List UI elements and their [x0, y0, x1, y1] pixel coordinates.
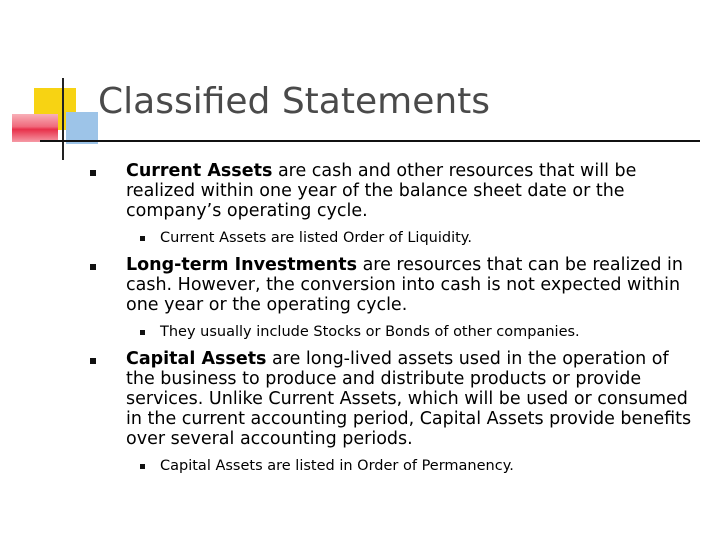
bullet-term: Capital Assets	[126, 349, 267, 369]
bullet-description: are long-lived assets used in the operation of the business to produce and distribute products or provide services. Unlike Current Assets, which will be used or consumed in the current accounting period, Capital Assets provide benefits over several accounting periods.	[126, 349, 692, 449]
sub-bullet-long-term-investments	[0, 323, 720, 341]
title-underline	[40, 140, 700, 142]
sub-bullet-current-assets	[0, 229, 720, 247]
bullet-current-assets	[0, 161, 720, 221]
slide-content	[0, 161, 720, 483]
bullet-description: are resources that can be realized in cash. However, the conversion into cash is not expected within one year or the operating cycle.	[126, 255, 683, 315]
decorative-red-bar	[12, 114, 58, 142]
sub-bullet-text: Current Assets are listed Order of Liquidity.	[160, 230, 472, 246]
square-bullet-icon	[140, 236, 145, 241]
square-bullet-icon	[140, 464, 145, 469]
bullet-text	[126, 161, 698, 221]
decorative-vertical-line	[62, 78, 64, 160]
sub-bullet-text: Capital Assets are listed in Order of Permanency.	[160, 458, 514, 474]
square-bullet-icon	[140, 330, 145, 335]
sub-bullet-text: They usually include Stocks or Bonds of other companies.	[160, 324, 580, 340]
bullet-capital-assets	[0, 349, 720, 449]
bullet-term: Long-term Investments	[126, 255, 357, 275]
bullet-term: Current Assets	[126, 161, 273, 181]
bullet-text	[126, 349, 698, 449]
square-bullet-icon	[90, 264, 96, 270]
square-bullet-icon	[90, 358, 96, 364]
slide-title: Classified Statements	[98, 81, 491, 122]
bullet-long-term-investments	[0, 255, 720, 315]
square-bullet-icon	[90, 170, 96, 176]
sub-bullet-capital-assets	[0, 457, 720, 475]
bullet-description: are cash and other resources that will be realized within one year of the balance sheet date or the company’s operating cycle.	[126, 161, 637, 221]
bullet-text	[126, 255, 698, 315]
